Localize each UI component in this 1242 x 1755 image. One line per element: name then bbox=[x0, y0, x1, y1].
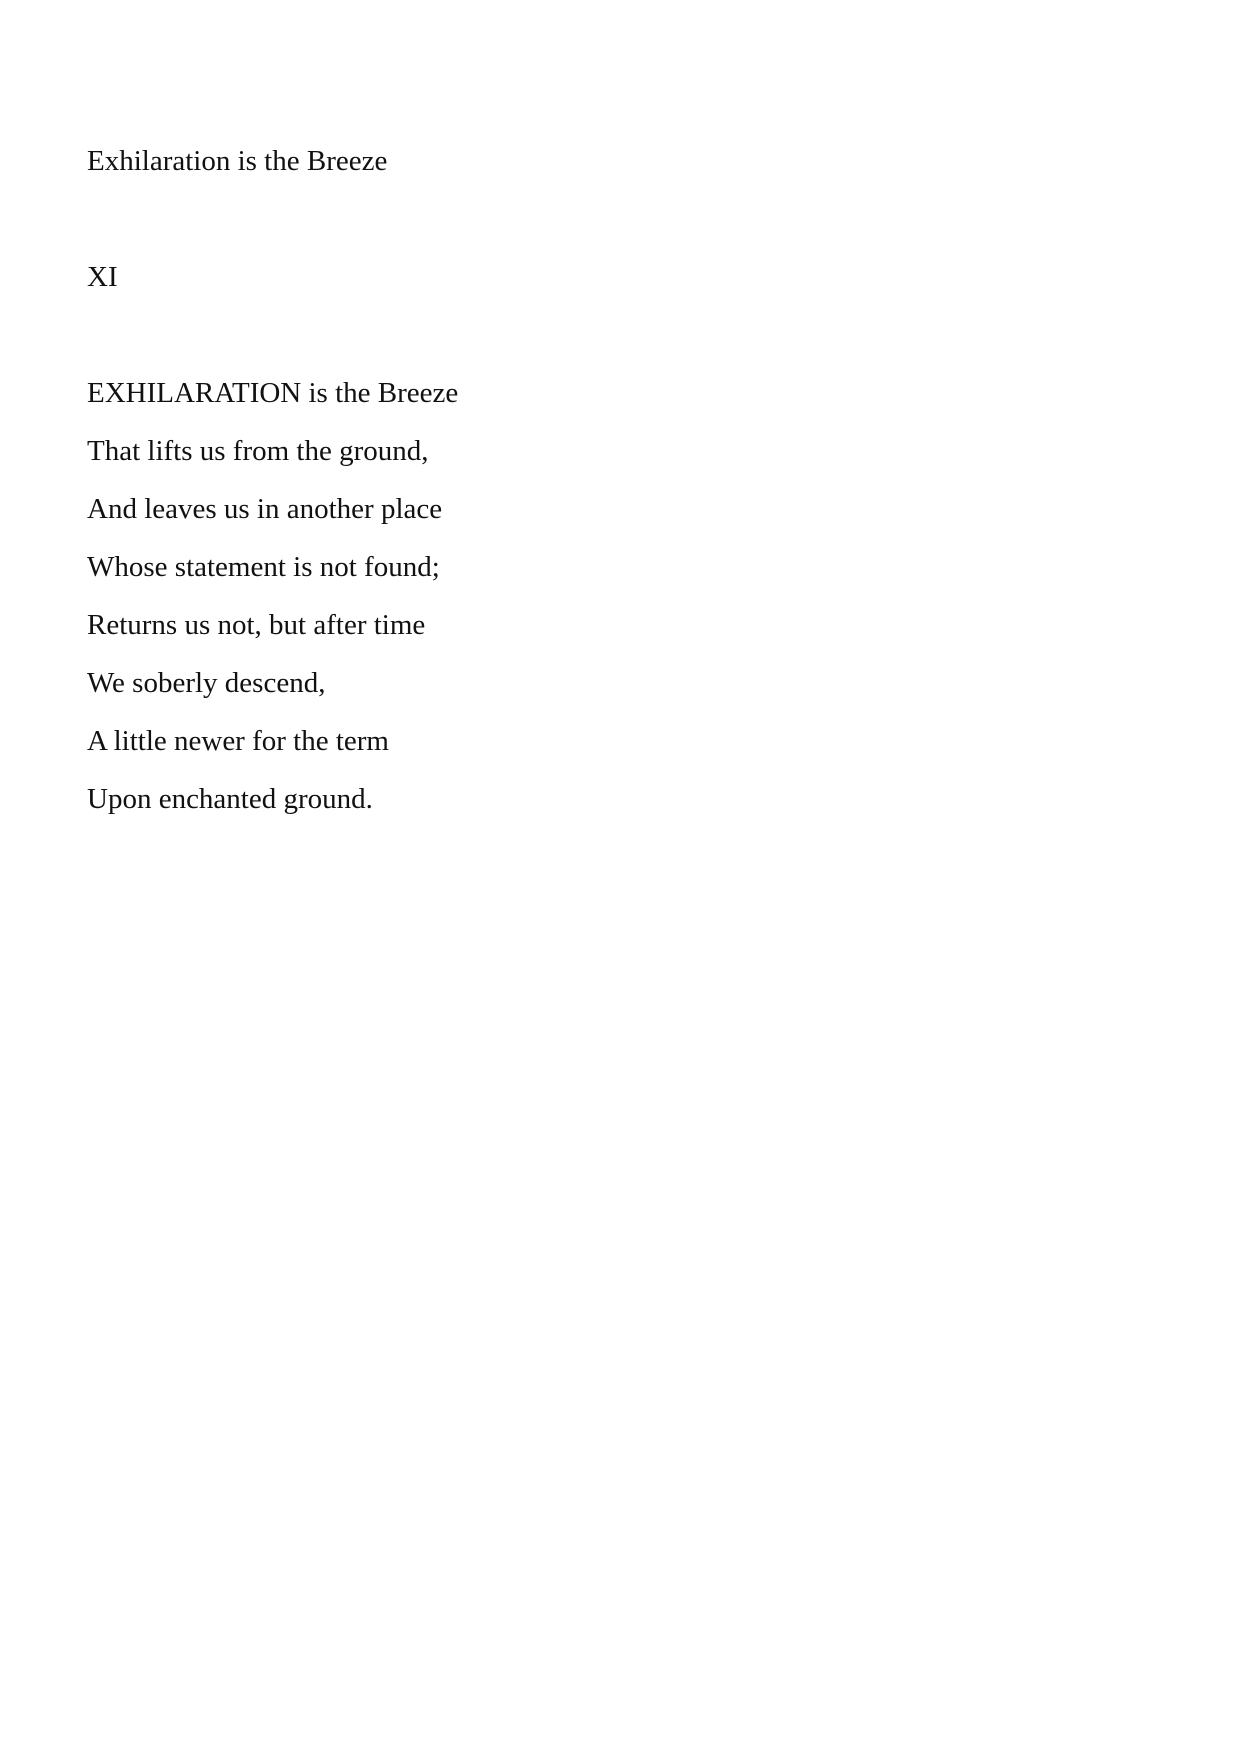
poem-stanza bbox=[87, 376, 458, 840]
poem-line: We soberly descend, bbox=[87, 667, 326, 699]
poem-line: EXHILARATION is the Breeze bbox=[87, 377, 459, 409]
poem-line: A little newer for the term bbox=[87, 725, 389, 757]
poem-line: That lifts us from the ground, bbox=[87, 435, 429, 467]
poem-line: Whose statement is not found; bbox=[87, 551, 440, 583]
poem-line: Upon enchanted ground. bbox=[87, 783, 373, 815]
poem-line: And leaves us in another place bbox=[87, 493, 443, 525]
poem-line: Returns us not, but after time bbox=[87, 609, 426, 641]
poem-title: Exhilaration is the Breeze bbox=[87, 145, 388, 177]
section-numeral: XI bbox=[87, 261, 118, 293]
